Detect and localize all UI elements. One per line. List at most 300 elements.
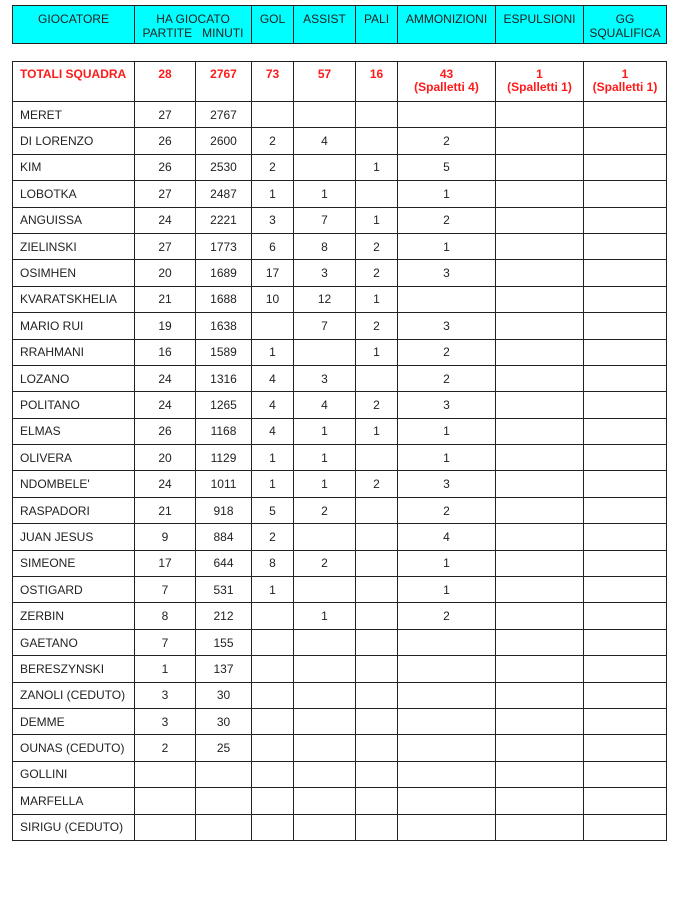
player-gol: 2 [252,128,294,154]
totals-label: TOTALI SQUADRA [13,62,135,102]
player-espulsioni [496,418,584,444]
header-gg-squalifica [584,6,667,44]
player-pali: 2 [356,313,398,339]
player-partite: 16 [135,339,196,365]
player-name: ZERBIN [13,603,135,629]
player-espulsioni [496,656,584,682]
player-pali: 1 [356,154,398,180]
player-minuti: 2530 [196,154,252,180]
player-gg-squalifica [584,339,667,365]
player-minuti: 30 [196,682,252,708]
player-name: ZANOLI (CEDUTO) [13,682,135,708]
stats-table [12,61,667,841]
player-ammonizioni: 1 [398,233,496,259]
player-assist [294,814,356,840]
player-name: LOZANO [13,365,135,391]
player-partite: 24 [135,392,196,418]
player-minuti: 1129 [196,445,252,471]
player-assist: 7 [294,313,356,339]
player-name: OLIVERA [13,445,135,471]
player-pali [356,629,398,655]
totals-gg-value: 1 [621,67,629,81]
player-partite: 20 [135,445,196,471]
player-ammonizioni: 2 [398,128,496,154]
player-ammonizioni: 1 [398,445,496,471]
player-minuti: 2600 [196,128,252,154]
player-ammonizioni: 1 [398,577,496,603]
player-ammonizioni: 1 [398,418,496,444]
totals-assist: 57 [294,62,356,102]
player-ammonizioni [398,629,496,655]
player-espulsioni [496,471,584,497]
totals-espulsioni [496,62,584,102]
player-gg-squalifica [584,471,667,497]
player-pali [356,603,398,629]
player-name: RASPADORI [13,497,135,523]
player-gol [252,814,294,840]
player-ammonizioni [398,286,496,312]
player-partite: 21 [135,497,196,523]
player-gol [252,761,294,787]
player-pali: 2 [356,471,398,497]
player-gol: 2 [252,524,294,550]
player-row [13,392,667,418]
player-pali [356,181,398,207]
player-minuti: 1316 [196,365,252,391]
player-name: DEMME [13,708,135,734]
player-ammonizioni: 2 [398,365,496,391]
player-partite: 24 [135,207,196,233]
totals-partite: 28 [135,62,196,102]
player-assist [294,735,356,761]
player-gg-squalifica [584,524,667,550]
player-name: NDOMBELE' [13,471,135,497]
player-assist: 7 [294,207,356,233]
player-minuti [196,761,252,787]
player-pali: 2 [356,260,398,286]
player-name: SIMEONE [13,550,135,576]
player-row [13,181,667,207]
player-row [13,260,667,286]
header-assist: ASSIST [294,6,356,44]
player-gol: 8 [252,550,294,576]
player-gg-squalifica [584,708,667,734]
player-partite: 7 [135,629,196,655]
player-assist: 1 [294,418,356,444]
player-partite: 27 [135,233,196,259]
player-assist: 1 [294,603,356,629]
player-name: KIM [13,154,135,180]
player-assist: 1 [294,471,356,497]
player-name: LOBOTKA [13,181,135,207]
player-row [13,814,667,840]
header-player: GIOCATORE [13,6,135,44]
player-pali [356,550,398,576]
player-ammonizioni [398,788,496,814]
player-row [13,761,667,787]
totals-minuti: 2767 [196,62,252,102]
player-partite: 26 [135,418,196,444]
player-gol: 1 [252,181,294,207]
player-minuti: 1638 [196,313,252,339]
player-gol [252,656,294,682]
player-gol [252,788,294,814]
player-ammonizioni [398,761,496,787]
player-row [13,128,667,154]
player-row [13,629,667,655]
player-espulsioni [496,524,584,550]
totals-gol: 73 [252,62,294,102]
player-assist [294,577,356,603]
player-name: JUAN JESUS [13,524,135,550]
player-gg-squalifica [584,207,667,233]
player-name: SIRIGU (CEDUTO) [13,814,135,840]
player-gg-squalifica [584,497,667,523]
player-gg-squalifica [584,365,667,391]
player-assist [294,102,356,128]
player-minuti: 644 [196,550,252,576]
player-ammonizioni: 3 [398,392,496,418]
player-espulsioni [496,629,584,655]
player-espulsioni [496,814,584,840]
player-pali: 2 [356,233,398,259]
player-partite: 17 [135,550,196,576]
totals-ammonizioni-value: 43 [439,67,454,81]
player-espulsioni [496,392,584,418]
player-gg-squalifica [584,313,667,339]
player-pali: 1 [356,418,398,444]
player-partite: 3 [135,682,196,708]
player-minuti: 918 [196,497,252,523]
player-name: MERET [13,102,135,128]
player-minuti: 2767 [196,102,252,128]
player-espulsioni [496,577,584,603]
player-gol: 1 [252,445,294,471]
header-gg-top: GG [615,12,635,26]
header-espulsioni: ESPULSIONI [496,6,584,44]
player-gg-squalifica [584,814,667,840]
player-row [13,233,667,259]
player-espulsioni [496,260,584,286]
header-table [12,5,667,44]
player-gol: 6 [252,233,294,259]
player-minuti: 1589 [196,339,252,365]
player-assist: 3 [294,260,356,286]
player-gol: 1 [252,577,294,603]
player-row [13,418,667,444]
player-pali [356,708,398,734]
player-gg-squalifica [584,656,667,682]
player-partite: 27 [135,102,196,128]
player-partite: 7 [135,577,196,603]
player-gg-squalifica [584,603,667,629]
totals-row [13,62,667,102]
player-gg-squalifica [584,154,667,180]
player-gol [252,735,294,761]
player-pali [356,128,398,154]
player-ammonizioni: 3 [398,471,496,497]
player-assist: 4 [294,128,356,154]
player-gg-squalifica [584,128,667,154]
player-ammonizioni: 3 [398,260,496,286]
player-espulsioni [496,102,584,128]
player-partite [135,788,196,814]
player-pali [356,656,398,682]
player-espulsioni [496,365,584,391]
player-gg-squalifica [584,682,667,708]
player-minuti [196,814,252,840]
player-row [13,313,667,339]
player-espulsioni [496,233,584,259]
player-partite: 27 [135,181,196,207]
totals-espulsioni-value: 1 [536,67,543,81]
player-gg-squalifica [584,577,667,603]
player-partite: 24 [135,365,196,391]
header-pali: PALI [356,6,398,44]
player-row [13,154,667,180]
totals-pali: 16 [356,62,398,102]
player-ammonizioni: 4 [398,524,496,550]
header-played-top: HA GIOCATO [156,12,230,26]
player-ammonizioni [398,735,496,761]
player-espulsioni [496,154,584,180]
player-pali [356,761,398,787]
player-gg-squalifica [584,550,667,576]
player-partite: 24 [135,471,196,497]
player-row [13,286,667,312]
player-row [13,524,667,550]
player-partite: 3 [135,708,196,734]
player-partite: 1 [135,656,196,682]
player-ammonizioni: 2 [398,603,496,629]
player-partite: 19 [135,313,196,339]
player-minuti [196,788,252,814]
totals-ammonizioni-note: (Spalletti 4) [414,80,479,94]
header-played-bottom: PARTITE MINUTI [142,26,244,40]
header-ammonizioni: AMMONIZIONI [398,6,496,44]
player-ammonizioni [398,656,496,682]
player-name: GOLLINI [13,761,135,787]
player-assist [294,154,356,180]
player-name: MARFELLA [13,788,135,814]
player-row [13,207,667,233]
player-pali [356,788,398,814]
player-gol: 5 [252,497,294,523]
player-name: ZIELINSKI [13,233,135,259]
player-partite: 9 [135,524,196,550]
player-name: OSTIGARD [13,577,135,603]
player-row [13,603,667,629]
player-pali [356,365,398,391]
player-ammonizioni: 5 [398,154,496,180]
player-minuti: 1688 [196,286,252,312]
player-minuti: 1773 [196,233,252,259]
player-row [13,788,667,814]
player-gg-squalifica [584,102,667,128]
player-partite [135,814,196,840]
player-gol: 4 [252,418,294,444]
player-gol: 4 [252,365,294,391]
player-row [13,577,667,603]
player-minuti: 137 [196,656,252,682]
player-name: BERESZYNSKI [13,656,135,682]
player-gg-squalifica [584,260,667,286]
player-name: MARIO RUI [13,313,135,339]
player-assist: 8 [294,233,356,259]
player-assist [294,524,356,550]
player-pali [356,524,398,550]
player-gg-squalifica [584,233,667,259]
player-gol [252,313,294,339]
player-assist [294,682,356,708]
player-row [13,339,667,365]
player-name: OSIMHEN [13,260,135,286]
player-gol: 4 [252,392,294,418]
player-partite: 8 [135,603,196,629]
player-minuti: 30 [196,708,252,734]
player-assist: 2 [294,497,356,523]
player-name: DI LORENZO [13,128,135,154]
player-espulsioni [496,603,584,629]
player-ammonizioni: 1 [398,181,496,207]
player-row [13,708,667,734]
player-espulsioni [496,207,584,233]
player-assist: 1 [294,181,356,207]
player-espulsioni [496,735,584,761]
player-espulsioni [496,550,584,576]
player-gg-squalifica [584,286,667,312]
player-row [13,682,667,708]
player-name: ANGUISSA [13,207,135,233]
player-gol: 2 [252,154,294,180]
header-row [13,6,667,44]
player-espulsioni [496,313,584,339]
player-pali [356,445,398,471]
player-partite: 2 [135,735,196,761]
player-assist [294,339,356,365]
player-minuti: 1689 [196,260,252,286]
player-minuti: 155 [196,629,252,655]
player-ammonizioni: 2 [398,207,496,233]
player-row [13,102,667,128]
player-gol [252,682,294,708]
player-gg-squalifica [584,445,667,471]
player-pali: 1 [356,339,398,365]
player-minuti: 531 [196,577,252,603]
player-espulsioni [496,445,584,471]
player-ammonizioni [398,102,496,128]
player-espulsioni [496,128,584,154]
player-minuti: 25 [196,735,252,761]
player-espulsioni [496,788,584,814]
player-pali [356,735,398,761]
player-row [13,365,667,391]
player-name: GAETANO [13,629,135,655]
player-ammonizioni [398,682,496,708]
player-espulsioni [496,339,584,365]
player-assist [294,788,356,814]
player-partite: 20 [135,260,196,286]
player-ammonizioni: 3 [398,313,496,339]
player-gg-squalifica [584,392,667,418]
player-name: ELMAS [13,418,135,444]
header-gg-bottom: SQUALIFICA [589,26,661,40]
player-minuti: 884 [196,524,252,550]
player-pali [356,814,398,840]
player-row [13,735,667,761]
player-name: POLITANO [13,392,135,418]
player-assist [294,708,356,734]
player-espulsioni [496,682,584,708]
player-pali: 1 [356,286,398,312]
player-gg-squalifica [584,761,667,787]
player-row [13,445,667,471]
player-gol: 17 [252,260,294,286]
player-assist: 12 [294,286,356,312]
player-name: KVARATSKHELIA [13,286,135,312]
player-minuti: 2487 [196,181,252,207]
player-partite: 26 [135,154,196,180]
player-gol: 3 [252,207,294,233]
totals-espulsioni-note: (Spalletti 1) [507,80,572,94]
player-row [13,471,667,497]
player-assist: 4 [294,392,356,418]
player-gol [252,603,294,629]
header-played [135,6,252,44]
player-assist: 3 [294,365,356,391]
player-ammonizioni: 2 [398,339,496,365]
player-minuti: 212 [196,603,252,629]
player-name: OUNAS (CEDUTO) [13,735,135,761]
player-gg-squalifica [584,735,667,761]
player-minuti: 2221 [196,207,252,233]
player-gg-squalifica [584,181,667,207]
totals-gg-note: (Spalletti 1) [592,80,658,94]
player-row [13,550,667,576]
player-assist [294,656,356,682]
player-pali [356,577,398,603]
player-gol: 10 [252,286,294,312]
player-gol [252,102,294,128]
player-pali: 1 [356,207,398,233]
player-row [13,497,667,523]
player-assist: 1 [294,445,356,471]
player-gg-squalifica [584,629,667,655]
player-minuti: 1011 [196,471,252,497]
player-minuti: 1168 [196,418,252,444]
player-name: RRAHMANI [13,339,135,365]
player-assist: 2 [294,550,356,576]
player-espulsioni [496,286,584,312]
player-gg-squalifica [584,788,667,814]
player-gol: 1 [252,471,294,497]
player-gol: 1 [252,339,294,365]
player-ammonizioni: 1 [398,550,496,576]
player-gol [252,708,294,734]
player-row [13,656,667,682]
player-ammonizioni: 2 [398,497,496,523]
player-partite: 21 [135,286,196,312]
player-espulsioni [496,181,584,207]
player-espulsioni [496,761,584,787]
totals-gg [584,62,667,102]
player-espulsioni [496,497,584,523]
header-gol: GOL [252,6,294,44]
player-pali [356,682,398,708]
player-pali: 2 [356,392,398,418]
player-assist [294,629,356,655]
player-espulsioni [496,708,584,734]
